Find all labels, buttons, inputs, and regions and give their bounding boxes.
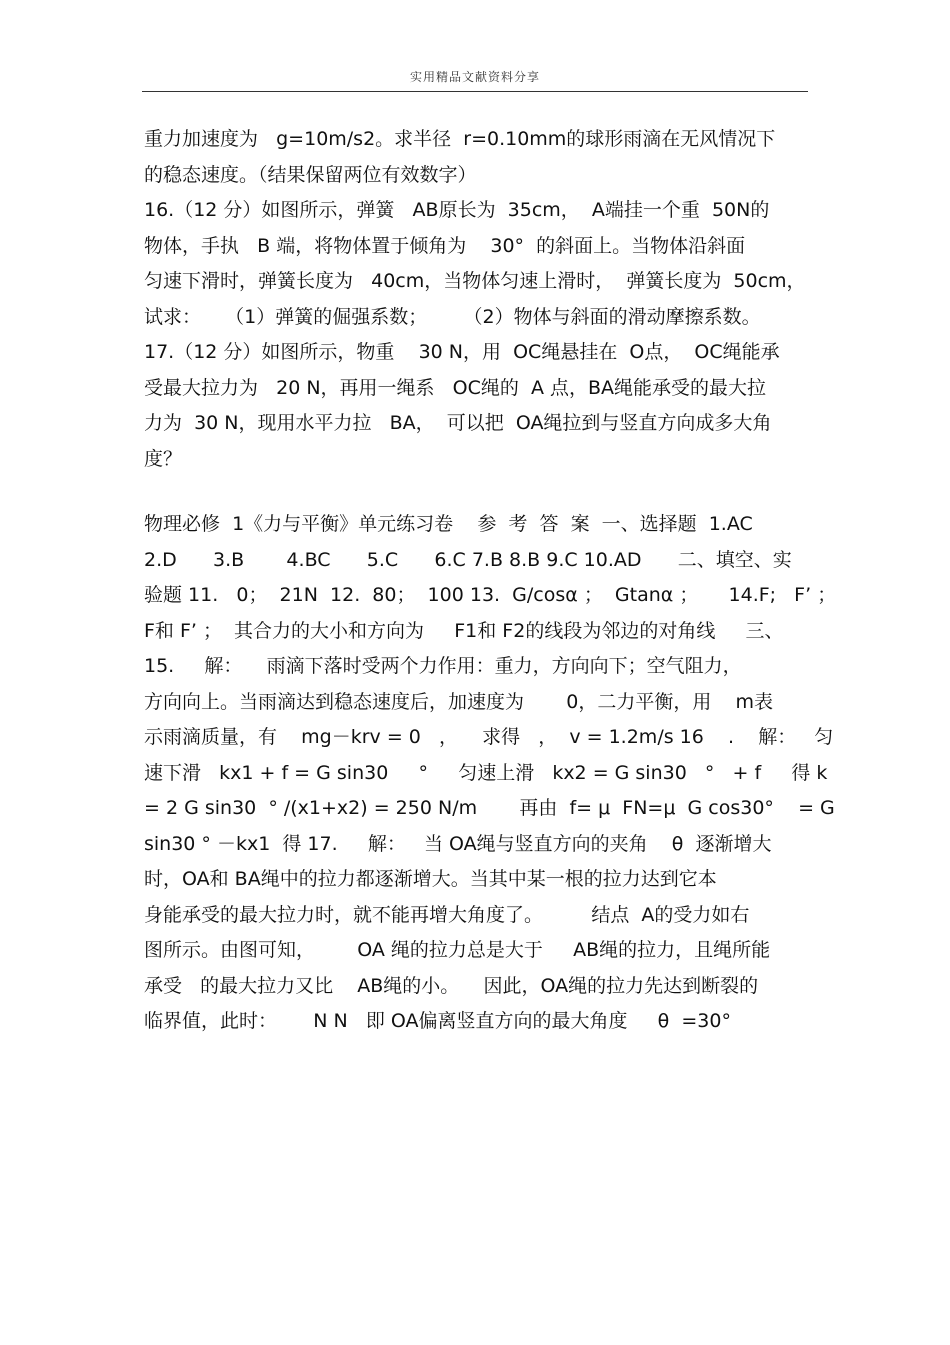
text-line: = 2 G sin30 ° /(x1+x2) = 250 N/m 再由 f= μ FN=μ G cos30° = G <box>144 797 835 819</box>
text-line: 重力加速度为 g=10m/s2。求半径 r=0.10mm的球形雨滴在无风情况下 <box>144 128 776 150</box>
page-header-title: 实用精品文献资料分享 <box>409 70 540 84</box>
text-line: F和 F’ ； 其合力的大小和方向为 F1和 F2的线段为邻边的对角线 三、 <box>144 619 784 642</box>
text-line: 2.D 3.B 4.BC 5.C 6.C 7.B 8.B 9.C 10.AD 二、填空、实 <box>144 548 792 571</box>
text-line: 速下滑 kx1 + f = G sin30 ° 匀速上滑 kx2 = G sin30 ° + f 得 k <box>144 761 828 784</box>
text-line: 示雨滴质量，有 mg－krv = 0 ， 求得 ， v = 1.2m/s 16 . 解： 匀 <box>144 726 834 748</box>
text-line: 承受 的最大拉力又比 AB绳的小。 因此，OA绳的拉力先达到断裂的 <box>144 974 759 997</box>
text-line: 验题 11. 0； 21N 12. 80； 100 13. G/cosα ； Gtanα ； 14.F; F’ ； <box>144 584 837 606</box>
text-line: 物体，手执 B 端，将物体置于倾角为 30° 的斜面上。当物体沿斜面 <box>144 234 746 257</box>
text-line: 图所示。由图可知， OA 绳的拉力总是大于 AB绳的拉力，且绳所能 <box>144 939 771 961</box>
text-line: 的稳态速度。（结果保留两位有效数字） <box>144 163 477 186</box>
text-line: 时，OA和 BA绳中的拉力都逐渐增大。当其中某一根的拉力达到它本 <box>144 868 717 890</box>
text-line: sin30 ° －kx1 得 17. 解： 当 OA绳与竖直方向的夹角 θ 逐渐增大 <box>144 832 772 855</box>
answers-section <box>144 507 844 1040</box>
text-line: 力为 30 N，现用水平力拉 BA， 可以把 OA绳拉到与竖直方向成多大角 <box>144 412 772 434</box>
text-line: 匀速下滑时，弹簧长度为 40cm，当物体匀速上滑时， 弹簧长度为 50cm， <box>144 270 806 292</box>
text-line: 身能承受的最大拉力时，就不能再增大角度了。 结点 A的受力如右 <box>144 903 750 926</box>
text-line: 度？ <box>144 447 183 470</box>
text-line: 受最大拉力为 20 N，再用一绳系 OC绳的 A 点，BA绳能承受的最大拉 <box>144 376 767 399</box>
text-line: 方向向上。当雨滴达到稳态速度后，加速度为 0，二力平衡，用 m表 <box>144 690 774 713</box>
text-line: 15. 解： 雨滴下落时受两个力作用：重力，方向向下；空气阻力， <box>144 655 742 677</box>
header-divider <box>142 91 808 92</box>
text-line: 16.（12 分）如图所示，弹簧 AB原长为 35cm， A端挂一个重 50N的 <box>144 199 770 221</box>
text-line: 17.（12 分）如图所示，物重 30 N，用 OC绳悬挂在 O点， OC绳能承 <box>144 341 780 363</box>
text-line: 临界值，此时： N N 即 OA偏离竖直方向的最大角度 θ =30° <box>144 1010 731 1032</box>
text-line: 物理必修 1《力与平衡》单元练习卷 参 考 答 案 一、选择题 1.AC <box>144 513 753 535</box>
questions-section <box>144 122 844 477</box>
text-line: 试求： （1）弹簧的倔强系数； （2）物体与斜面的滑动摩擦系数。 <box>144 305 761 328</box>
